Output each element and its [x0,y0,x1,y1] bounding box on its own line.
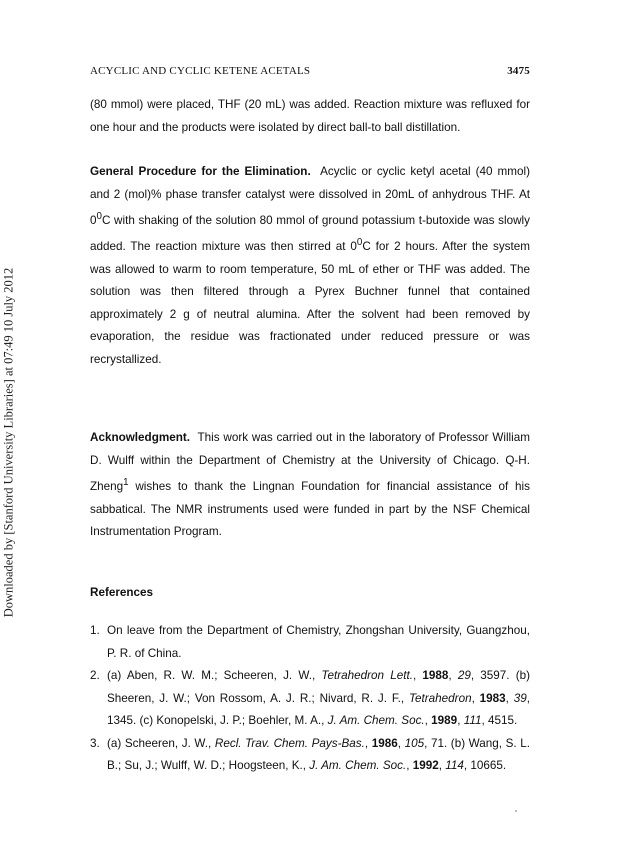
scan-speck [515,810,517,812]
reference-item: 3. (a) Scheeren, J. W., Recl. Trav. Chem. Pays-Bas., 1986, 105, 71. (b) Wang, S. L. B.; Su, J.; Wulff, W. D.; Hoogsteen, K., J. Am. Chem. Soc., 1992, 114, 10665. [90,736,530,773]
continued-paragraph: (80 mmol) were placed, THF (20 mL) was added. Reaction mixture was refluxed for one hour and the products were isolated by direct ball-to ball distillation. [90,98,530,134]
references-heading: References [90,585,154,599]
acknowledgment-heading: Acknowledgment. [90,431,191,445]
elimination-procedure: General Procedure for the Elimination. Acyclic or cyclic ketyl acetal (40 mmol) and 2 (mol)% phase transfer catalyst were dissolved in 20mL of anhydrous THF. At $0^0C$ with shaking of the solution 80 mmol of ground potassium t-butoxide was slowly added. The reaction mixture was then stirred at $0^0C$ for 2 hours. After the system was allowed to warm to room temperature, 50 mL of ether or THF was added. The solution was then filtered through a Pyrex Buchner funnel that contained approximately 2 g of neutral alumina. After the solvent had been removed by evaporation, the residue was fractionated under reduced pressure or was recrystallized. [90,165,530,366]
running-title: ACYCLIC AND CYCLIC KETENE ACETALS [90,65,311,77]
reference-item: 1. On leave from the Department of Chemistry, Zhongshan University, Guangzhou, P. R. of China. [90,624,530,660]
page-number: 3475 [507,65,530,77]
reference-item: 2. (a) Aben, R. W. M.; Scheeren, J. W., Tetrahedron Lett., 1988, 29, 3597. (b) Sheeren, J. W.; Von Rossom, A. J. R.; Nivard, R. J. F., Tetrahedron, 1983, 39, 1345. (c) Konopelski, J. P.; Boehler, M. A., J. Am. Chem. Soc., 1989, 111, 4515. [90,669,531,728]
download-watermark: Downloaded by [Stanford University Libraries] at 07:49 10 July 2012 [1,267,16,618]
acknowledgment-paragraph: Acknowledgment. This work was carried out in the laboratory of Professor William D. Wulff within the Department of Chemistry at the University of Chicago. Q-H. Zheng$^1$ wishes to thank the Lingnan Foundation for financial assistance of his sabbatical. The NMR instruments used were funded in part by the NSF Chemical Instrumentation Program. [90,431,530,539]
page-body [90,94,530,778]
procedure-heading: General Procedure for the Elimination. [90,165,311,178]
